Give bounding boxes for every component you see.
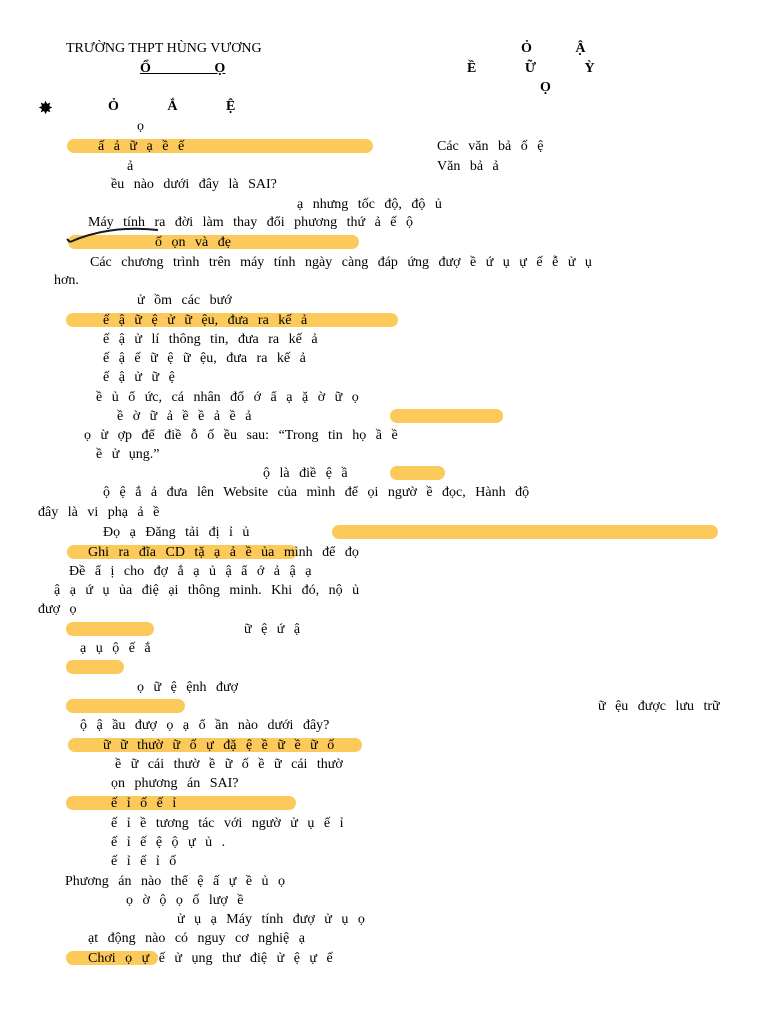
text-line: ế ậ ử ữ ệ (103, 370, 175, 385)
text-line: ộ ệ ắ ả đưa lên Website của mình để ọi ngườ ề đọc, Hành độ (103, 485, 530, 500)
section-title: Ỏ Ắ Ệ (108, 99, 236, 114)
header-right-line-3: Ọ (540, 80, 551, 95)
text-line: ả (127, 159, 134, 174)
text-line: Đọ ạ Đăng tải đị ỉ ủ (103, 525, 250, 540)
star-bullet-icon: ✸ (38, 98, 54, 118)
text-line: ữ ữ thườ ữ ố ự đặ ệ ề ữ ề ữ ố (103, 738, 335, 753)
highlight-bar (332, 525, 718, 539)
text-line: ế ỉ ố ế ỉ (111, 796, 177, 811)
text-line: Chơi ọ ự ế ử ụng thư điệ ử ệ ự ế (88, 951, 333, 966)
highlight-bar (66, 622, 154, 636)
text-line: ộ ậ ầu đượ ọ ạ ổ ần nào dưới đây? (80, 718, 330, 733)
text-line: ế ỉ ế ệ ộ ự ủ . (111, 835, 226, 850)
school-name: TRƯỜNG THPT HÙNG VƯƠNG (66, 41, 262, 56)
header-left-sub: Ổ Ọ (140, 61, 226, 76)
text-line: ạ ụ ộ ế ắ (80, 641, 151, 656)
text-line: ố ọn và đẹ (155, 235, 231, 250)
text-line: ấ ả ữ ạ ề ế (98, 139, 185, 154)
text-line: ế ỉ ế ỉ ố (111, 854, 177, 869)
text-line: ọ ờ ộ ọ ố lượ ề (126, 893, 244, 908)
text-line: ữ ệ ứ ậ (244, 622, 301, 637)
text-line: ộ là điề ệ ầ (263, 466, 348, 481)
text-line: ậ ạ ứ ụ ủa điệ ại thông minh. Khi đó, nộ ủ (54, 583, 360, 598)
text-line: ề ử ụng.” (96, 447, 160, 462)
text-line: Ghi ra đĩa CD tặ ạ ả ề ủa mình để đọ (88, 545, 359, 560)
highlight-bar (390, 466, 445, 480)
highlight-bar (66, 660, 124, 674)
text-line: ọ ữ ệ ệnh đượ (137, 680, 239, 695)
text-line: ế ậ ữ ệ ử ữ ệu, đưa ra kế ả (103, 313, 308, 328)
text-line: ế ậ ử lí thông tin, đưa ra kế ả (103, 332, 318, 347)
text-line: ế ỉ ề tương tác với ngườ ử ụ ế ỉ (111, 816, 344, 831)
text-line: ề ủ ổ ức, cá nhân đổ ớ ẩ ạ ặ ờ ữ ọ (96, 390, 359, 405)
text-line: ề ữ cái thườ ề ữ ố ề ữ cái thườ (115, 757, 343, 772)
text-line: ọ (137, 119, 144, 134)
header-right-line-2: Ề Ữ Ỳ (467, 61, 595, 76)
text-line: Văn bả ả (437, 159, 499, 174)
text-line: ử ồm các bướ (137, 293, 232, 308)
text-line: ọn phương án SAI? (111, 776, 239, 791)
text-line: ạ nhưng tốc độ, độ ủ (297, 197, 442, 212)
text-line: ọ ừ ợp để điề ỗ ố ều sau: “Trong tin họ ầ ề (84, 428, 398, 443)
text-line: ạt động nào có nguy cơ nghiệ ạ (88, 931, 305, 946)
text-line: Các chương trình trên máy tính ngày càng đáp ứng đượ ề ứ ụ ự ế ễ ử ụ (90, 255, 592, 270)
text-line: ề ờ ữ ả ề ề ả ề ả (117, 409, 252, 424)
highlight-bar (390, 409, 503, 423)
highlight-bar (66, 699, 185, 713)
header-right-line-1: Ỏ Ậ (521, 41, 586, 56)
text-line: ữ ệu được lưu trữ (598, 699, 720, 714)
text-line: Các văn bả ố ệ (437, 139, 544, 154)
text-line: đây là vi phạ ả ề (38, 505, 160, 520)
text-line: ử ụ ạ Máy tính đượ ử ụ ọ (177, 912, 365, 927)
text-line: ều nào dưới đây là SAI? (111, 177, 277, 192)
text-line: Phương án nào thể ệ ấ ự ề ủ ọ (65, 874, 286, 889)
text-line: hơn. (54, 273, 79, 288)
highlight-bar (66, 796, 296, 810)
text-line: Máy tính ra đời làm thay đổi phương thứ ả ế ộ (88, 215, 413, 230)
text-line: đượ ọ (38, 602, 77, 617)
text-line: Đề ẩ ị cho đợ ắ ạ ủ ậ ẩ ớ ả ậ ạ (69, 564, 312, 579)
text-line: ế ậ ế ữ ệ ữ ệu, đưa ra kế ả (103, 351, 306, 366)
